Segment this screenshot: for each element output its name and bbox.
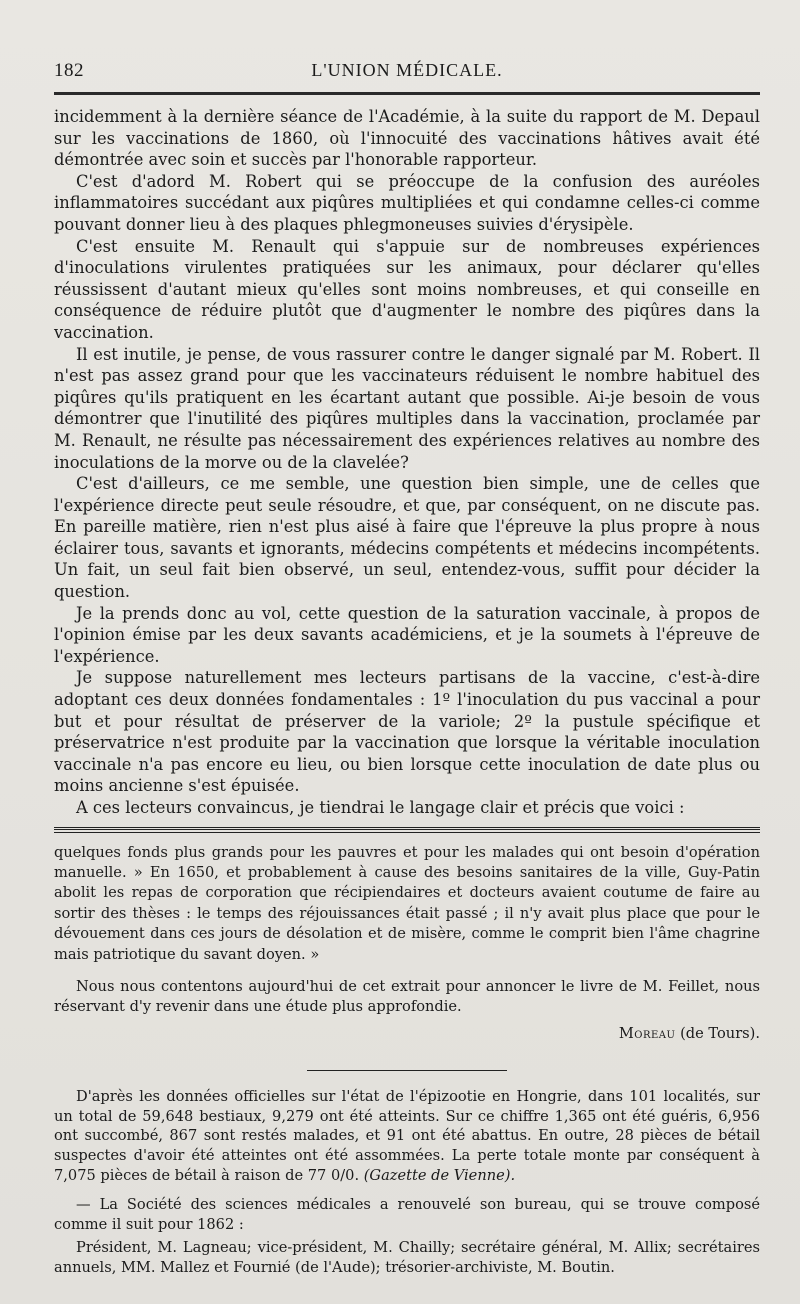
article-paragraph: Il est inutile, je pense, de vous rassurer contre le danger signalé par M. Robert. Il n'est pas assez grand pour que les vaccinateurs réduisent le nombre habituel des piqûres qu'ils pratiquent en les écartant autant que possible. Ai-je besoin de vous démontrer que l'inutilité des piqûres multiples dans la vaccination, proclamée par M. Renault, ne résulte pas nécessairement des expériences relatives au nombre des inoculations de la morve ou de la clavelée? <box>54 344 760 472</box>
article-paragraph: C'est ensuite M. Renault qui s'appuie sur de nombreuses expériences d'inoculations virulentes pratiquées sur les animaux, pour déclarer qu'elles réussissent d'autant mieux qu'elles sont moins nombreuses, et qui conseille en conséquence de réduire plutôt que d'augmenter le nombre des piqûres dans la vaccination. <box>54 236 760 342</box>
feuilleton-paragraph: quelques fonds plus grands pour les pauvres et pour les malades qui ont besoin d'opération manuelle. » En 1650, et probablement à cause des besoins sanitaires de la ville, Guy-Patin abolit les repas de corporation que récipiendaires et docteurs avaient coutume de faire au sortir des thèses : le temps des réjouissances était passé ; il n'y avait plus place que pour le dévouement dans ces jours de désolation et de misère, comme le comprit bien l'âme chagrine mais patriotique du savant doyen. » <box>54 843 760 963</box>
article-paragraph: Je suppose naturellement mes lecteurs partisans de la vaccine, c'est-à-dire adoptant ces deux données fondamentales : 1º l'inoculation du pus vaccinal a pour but et pour résultat de préserver de la variole; 2º la pustule spécifique et préservatrice n'est produite par la vaccination que lorsque la véritable inoculation vaccinale n'a pas encore eu lieu, ou bien lorsque cette inoculation de date plus ou moins ancienne s'est épuisée. <box>54 668 760 796</box>
feuilleton-paragraph: Nous nous contentons aujourd'hui de cet extrait pour annoncer le livre de M. Feillet, nous réservant d'y revenir dans une étude plus approfondie. <box>54 978 760 1016</box>
author-signature <box>54 1024 760 1044</box>
running-head: L'UNION MÉDICALE. <box>311 60 503 80</box>
news-section <box>54 1087 760 1277</box>
main-article <box>54 106 760 819</box>
feuilleton-section <box>54 843 760 1045</box>
epizootie-text: D'après les données officielles sur l'état de l'épizootie en Hongrie, dans 101 localités, sur un total de 59,648 bestiaux, 9,279 ont été atteints. Sur ce chiffre 1,365 ont été guéris, 6,956 ont succombé, 867 sont restés malades, et 91 ont été abattus. En outre, 28 pièces de bétail suspectes d'avoir été atteintes ont été assommées. La perte totale monte par conséquent à 7,075 pièces de bétail à raison de 77 0/0. <box>54 1088 760 1184</box>
page-number: 182 <box>54 60 84 81</box>
news-item-epizootie <box>54 1087 760 1185</box>
news-item-bureau: Président, M. Lagneau; vice-président, M. Chailly; secrétaire général, M. Allix; secrétaires annuels, MM. Mallez et Fournié (de l'Aude); trésorier-archiviste, M. Boutin. <box>54 1239 760 1276</box>
header-rule <box>54 92 760 95</box>
signature-name: Moreau <box>618 1024 676 1042</box>
article-paragraph: C'est d'adord M. Robert qui se préoccupe de la confusion des auréoles inflammatoires succédant aux piqûres multipliées et qui condamne celles-ci comme pouvant donner lieu à des plaques phlegmoneuses suivies d'érysipèle. <box>54 171 760 234</box>
epizootie-source: (Gazette de Vienne). <box>363 1166 516 1184</box>
page-header <box>54 52 760 88</box>
section-rule <box>307 1070 507 1071</box>
feuilleton-divider <box>54 827 760 833</box>
article-paragraph: C'est d'ailleurs, ce me semble, une question bien simple, une de celles que l'expérience directe peut seule résoudre, et que, par conséquent, on ne discute pas. En pareille matière, rien n'est plus aisé à faire que l'épreuve la plus propre à nous éclairer tous, savants et ignorants, médecins compétents et médecins incompétents. Un fait, un seul fait bien observé, un seul, entendez-vous, suffit pour décider la question. <box>54 474 760 602</box>
article-paragraph: Je la prends donc au vol, cette question de la saturation vaccinale, à propos de l'opinion émise par les deux savants académiciens, et je la soumets à l'épreuve de l'expérience. <box>54 603 760 666</box>
article-paragraph: A ces lecteurs convaincus, je tiendrai le langage clair et précis que voici : <box>76 798 685 817</box>
news-item-societe: — La Société des sciences médicales a renouvelé son bureau, qui se trouve composé comme il suit pour 1862 : <box>54 1196 760 1233</box>
signature-place: (de Tours). <box>675 1024 760 1042</box>
article-paragraph: incidemment à la dernière séance de l'Académie, à la suite du rapport de M. Depaul sur les vaccinations de 1860, où l'innocuité des vaccinations hâtives avait été démontrée avec soin et succès par l'honorable rapporteur. <box>54 107 760 170</box>
